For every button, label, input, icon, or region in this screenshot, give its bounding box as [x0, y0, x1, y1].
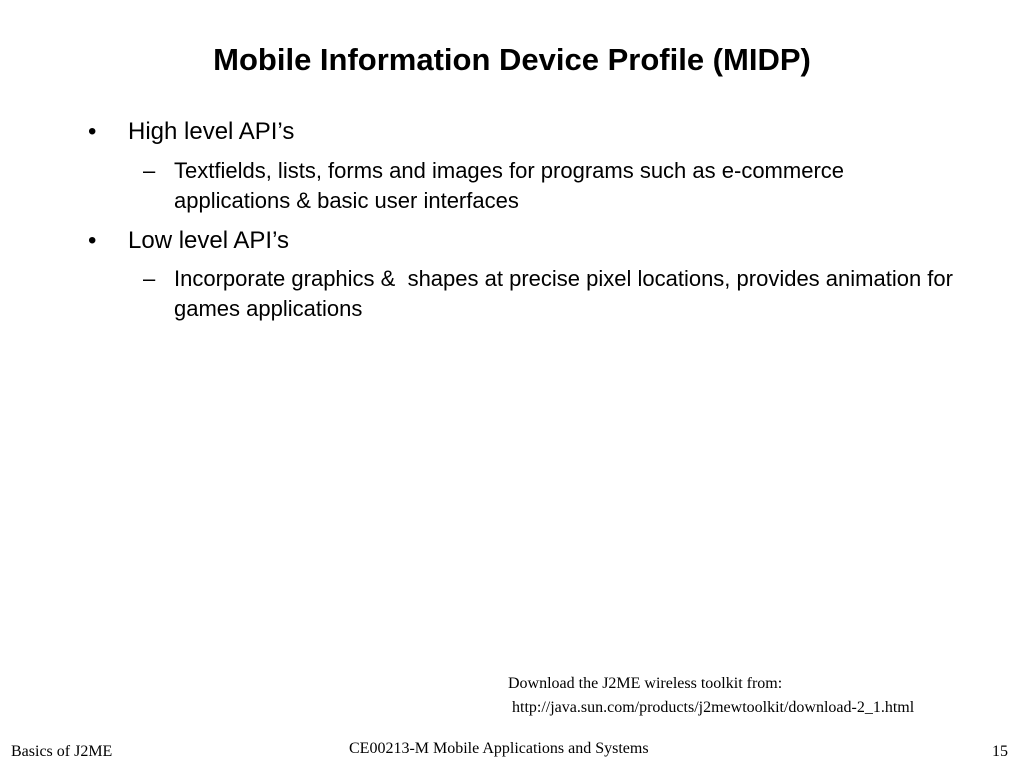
footer-course: CE00213-M Mobile Applications and Systems [349, 740, 649, 757]
footer-topic: Basics of J2ME [11, 743, 113, 760]
sub-bullet-text: Incorporate graphics & shapes at precise pixel locations, provides animation for games applications [174, 266, 960, 321]
download-note [508, 672, 914, 720]
bullet-marker: • [88, 118, 97, 145]
bullet-item [88, 117, 294, 147]
sub-bullet-item [143, 264, 963, 324]
dash-marker: – [143, 266, 156, 291]
slide-title: Mobile Information Device Profile (MIDP) [213, 42, 811, 77]
bullet-marker: • [88, 227, 97, 254]
sub-bullet-text: Textfields, lists, forms and images for programs such as e-commerce applications & basic user interfaces [174, 158, 845, 213]
bullet-item [88, 226, 289, 256]
bullet-text: Low level API’s [128, 227, 289, 254]
sub-bullet-item [143, 156, 963, 216]
download-note-heading: Download the J2ME wireless toolkit from: [508, 675, 783, 692]
bullet-text: High level API’s [128, 118, 295, 145]
download-link[interactable]: http://java.sun.com/products/j2mewtoolkit/download-2_1.html [508, 699, 915, 716]
page-number: 15 [992, 743, 1008, 760]
dash-marker: – [143, 158, 156, 183]
